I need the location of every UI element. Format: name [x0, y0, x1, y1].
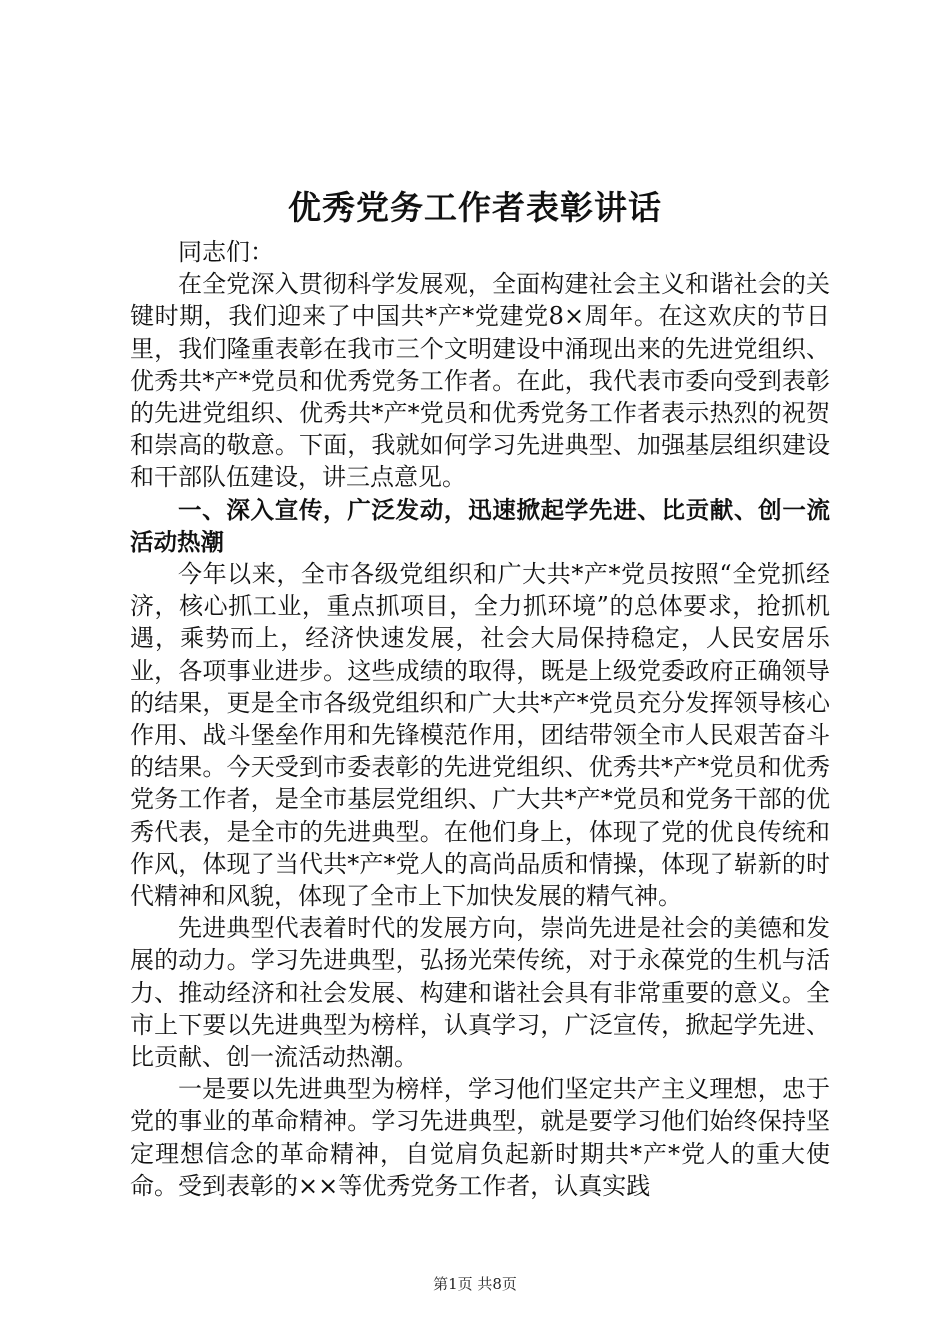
section-heading-1: 一、深入宣传，广泛发动，迅速掀起学先进、比贡献、创一流活动热潮: [130, 495, 830, 556]
page-footer: 第1页 共8页: [433, 1275, 517, 1293]
document-body: [130, 236, 830, 1202]
salutation: 同志们：: [178, 238, 274, 266]
paragraph-intro: 在全党深入贯彻科学发展观，全面构建社会主义和谐社会的关键时期，我们迎来了中国共*产*党建党8×周年。在这欢庆的节日里，我们隆重表彰在我市三个文明建设中涌现出来的先进党组织、优秀共*产*党员和优秀党务工作者。在此，我代表市委向受到表彰的先进党组织、优秀共*产*党员和优秀党务工作者表示热烈的祝贺和崇高的敬意。下面，我就如何学习先进典型、加强基层组织建设和干部队伍建设，讲三点意见。: [130, 270, 830, 492]
paragraph-advanced-models: 先进典型代表着时代的发展方向，崇尚先进是社会的美德和发展的动力。学习先进典型，弘扬光荣传统，对于永葆党的生机与活力、推动经济和社会发展、构建和谐社会具有非常重要的意义。全市上下要以先进典型为榜样，认真学习，广泛宣传，掀起学先进、比贡献、创一流活动热潮。: [130, 914, 830, 1072]
paragraph-achievements: 今年以来，全市各级党组织和广大共*产*党员按照“全党抓经济，核心抓工业，重点抓项目，全力抓环境”的总体要求，抢抓机遇，乘势而上，经济快速发展，社会大局保持稳定，人民安居乐业，各项事业进步。这些成绩的取得，既是上级党委政府正确领导的结果，更是全市各级党组织和广大共*产*党员充分发挥领导核心作用、战斗堡垒作用和先锋模范作用，团结带领全市人民艰苦奋斗的结果。今天受到市委表彰的先进党组织、优秀共*产*党员和优秀党务工作者，是全市基层党组织、广大共*产*党员和党务干部的优秀代表，是全市的先进典型。在他们身上，体现了党的优良传统和作风，体现了当代共*产*党人的高尚品质和情操，体现了崭新的时代精神和风貌，体现了全市上下加快发展的精气神。: [130, 560, 830, 911]
document-title: 优秀党务工作者表彰讲话: [288, 188, 662, 227]
paragraph-point-one: 一是要以先进典型为榜样，学习他们坚定共产主义理想，忠于党的事业的革命精神。学习先进典型，就是要学习他们始终保持坚定理想信念的革命精神，自觉肩负起新时期共*产*党人的重大使命。受到表彰的××等优秀党务工作者，认真实践: [130, 1075, 830, 1200]
